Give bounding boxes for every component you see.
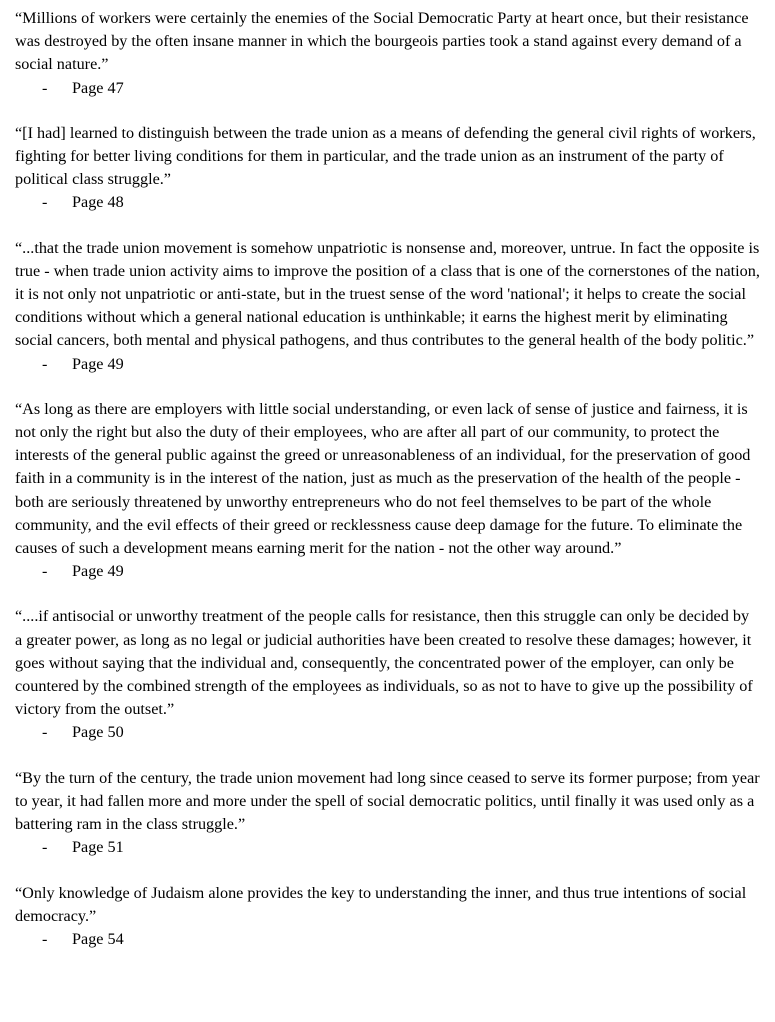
list-dash: -: [42, 838, 48, 857]
page-number: Page 51: [72, 838, 124, 857]
list-dash: -: [42, 723, 48, 742]
page-reference: [15, 77, 760, 100]
page-reference: [15, 191, 760, 214]
quote-text: “...that the trade union movement is somehow unpatriotic is nonsense and, moreover, untrue. In fact the opposite is true - when trade union activity aims to improve the position of a class that is one of the cornerstones of the nation, it is not only not unpatriotic or anti-state, but in the truest sense of the word 'national'; it helps to create the social conditions without which a general national education is unthinkable; it earns the highest merit by eliminating social cancers, both mental and physical pathogens, and thus contributes to the general health of the body politic.”: [15, 238, 760, 350]
quote-block: [15, 237, 760, 376]
list-dash: -: [42, 354, 48, 373]
page-reference: [15, 928, 760, 951]
page-number: Page 49: [72, 354, 124, 373]
quote-text: “[I had] learned to distinguish between the trade union as a means of defending the general civil rights of workers, fighting for better living conditions for them in particular, and the trade union as an instrument of the party of political class struggle.”: [15, 123, 756, 189]
page-number: Page 54: [72, 929, 124, 948]
quote-text: “....if antisocial or unworthy treatment of the people calls for resistance, then this struggle can only be decided by a greater power, as long as no legal or judicial authorities have been created to resolve these damages; however, it goes without saying that the individual and, consequently, the concentrated power of the employer, can only be countered by the combined strength of the employees as individuals, so as not to have to give up the possibility of victory from the outset.”: [15, 607, 753, 719]
page-number: Page 47: [72, 78, 124, 97]
quote-block: [15, 605, 760, 744]
quote-block: [15, 767, 760, 860]
quote-text: “Millions of workers were certainly the enemies of the Social Democratic Party at heart once, but their resistance was destroyed by the often insane manner in which the bourgeois parties took a stand against every demand of a social nature.”: [15, 9, 749, 74]
page-reference: [15, 836, 760, 859]
quote-text: “Only knowledge of Judaism alone provides the key to understanding the inner, and thus true intentions of social democracy.”: [15, 883, 747, 925]
list-dash: -: [42, 562, 48, 581]
quote-text: “By the turn of the century, the trade union movement had long since ceased to serve its former purpose; from year to year, it had fallen more and more under the spell of social democratic politics, until finally it was used only as a battering ram in the class struggle.”: [15, 768, 760, 834]
document-body: [15, 7, 760, 973]
list-dash: -: [42, 929, 48, 948]
quote-text: “As long as there are employers with little social understanding, or even lack of sense of justice and fairness, it is not only the right but also the duty of their employees, who are after all part of our community, to protect the interests of the general public against the greed or unreasonableness of an individual, for the preservation of good faith in a community is in the interest of the nation, just as much as the preservation of the health of the people - both are seriously threatened by unworthy entrepreneurs who do not feel themselves to be part of the whole community, and the evil effects of their greed or recklessness cause deep damage for the future. To eliminate the causes of such a development means earning merit for the nation - not the other way around.”: [15, 399, 751, 558]
list-dash: -: [42, 193, 48, 212]
page-number: Page 49: [72, 562, 124, 581]
quote-block: [15, 122, 760, 215]
page-number: Page 50: [72, 723, 124, 742]
page-reference: [15, 353, 760, 376]
quote-block: [15, 7, 760, 100]
page-reference: [15, 560, 760, 583]
quote-block: [15, 882, 760, 952]
quote-block: [15, 398, 760, 584]
page-number: Page 48: [72, 193, 124, 212]
page-reference: [15, 721, 760, 744]
list-dash: -: [42, 78, 48, 97]
